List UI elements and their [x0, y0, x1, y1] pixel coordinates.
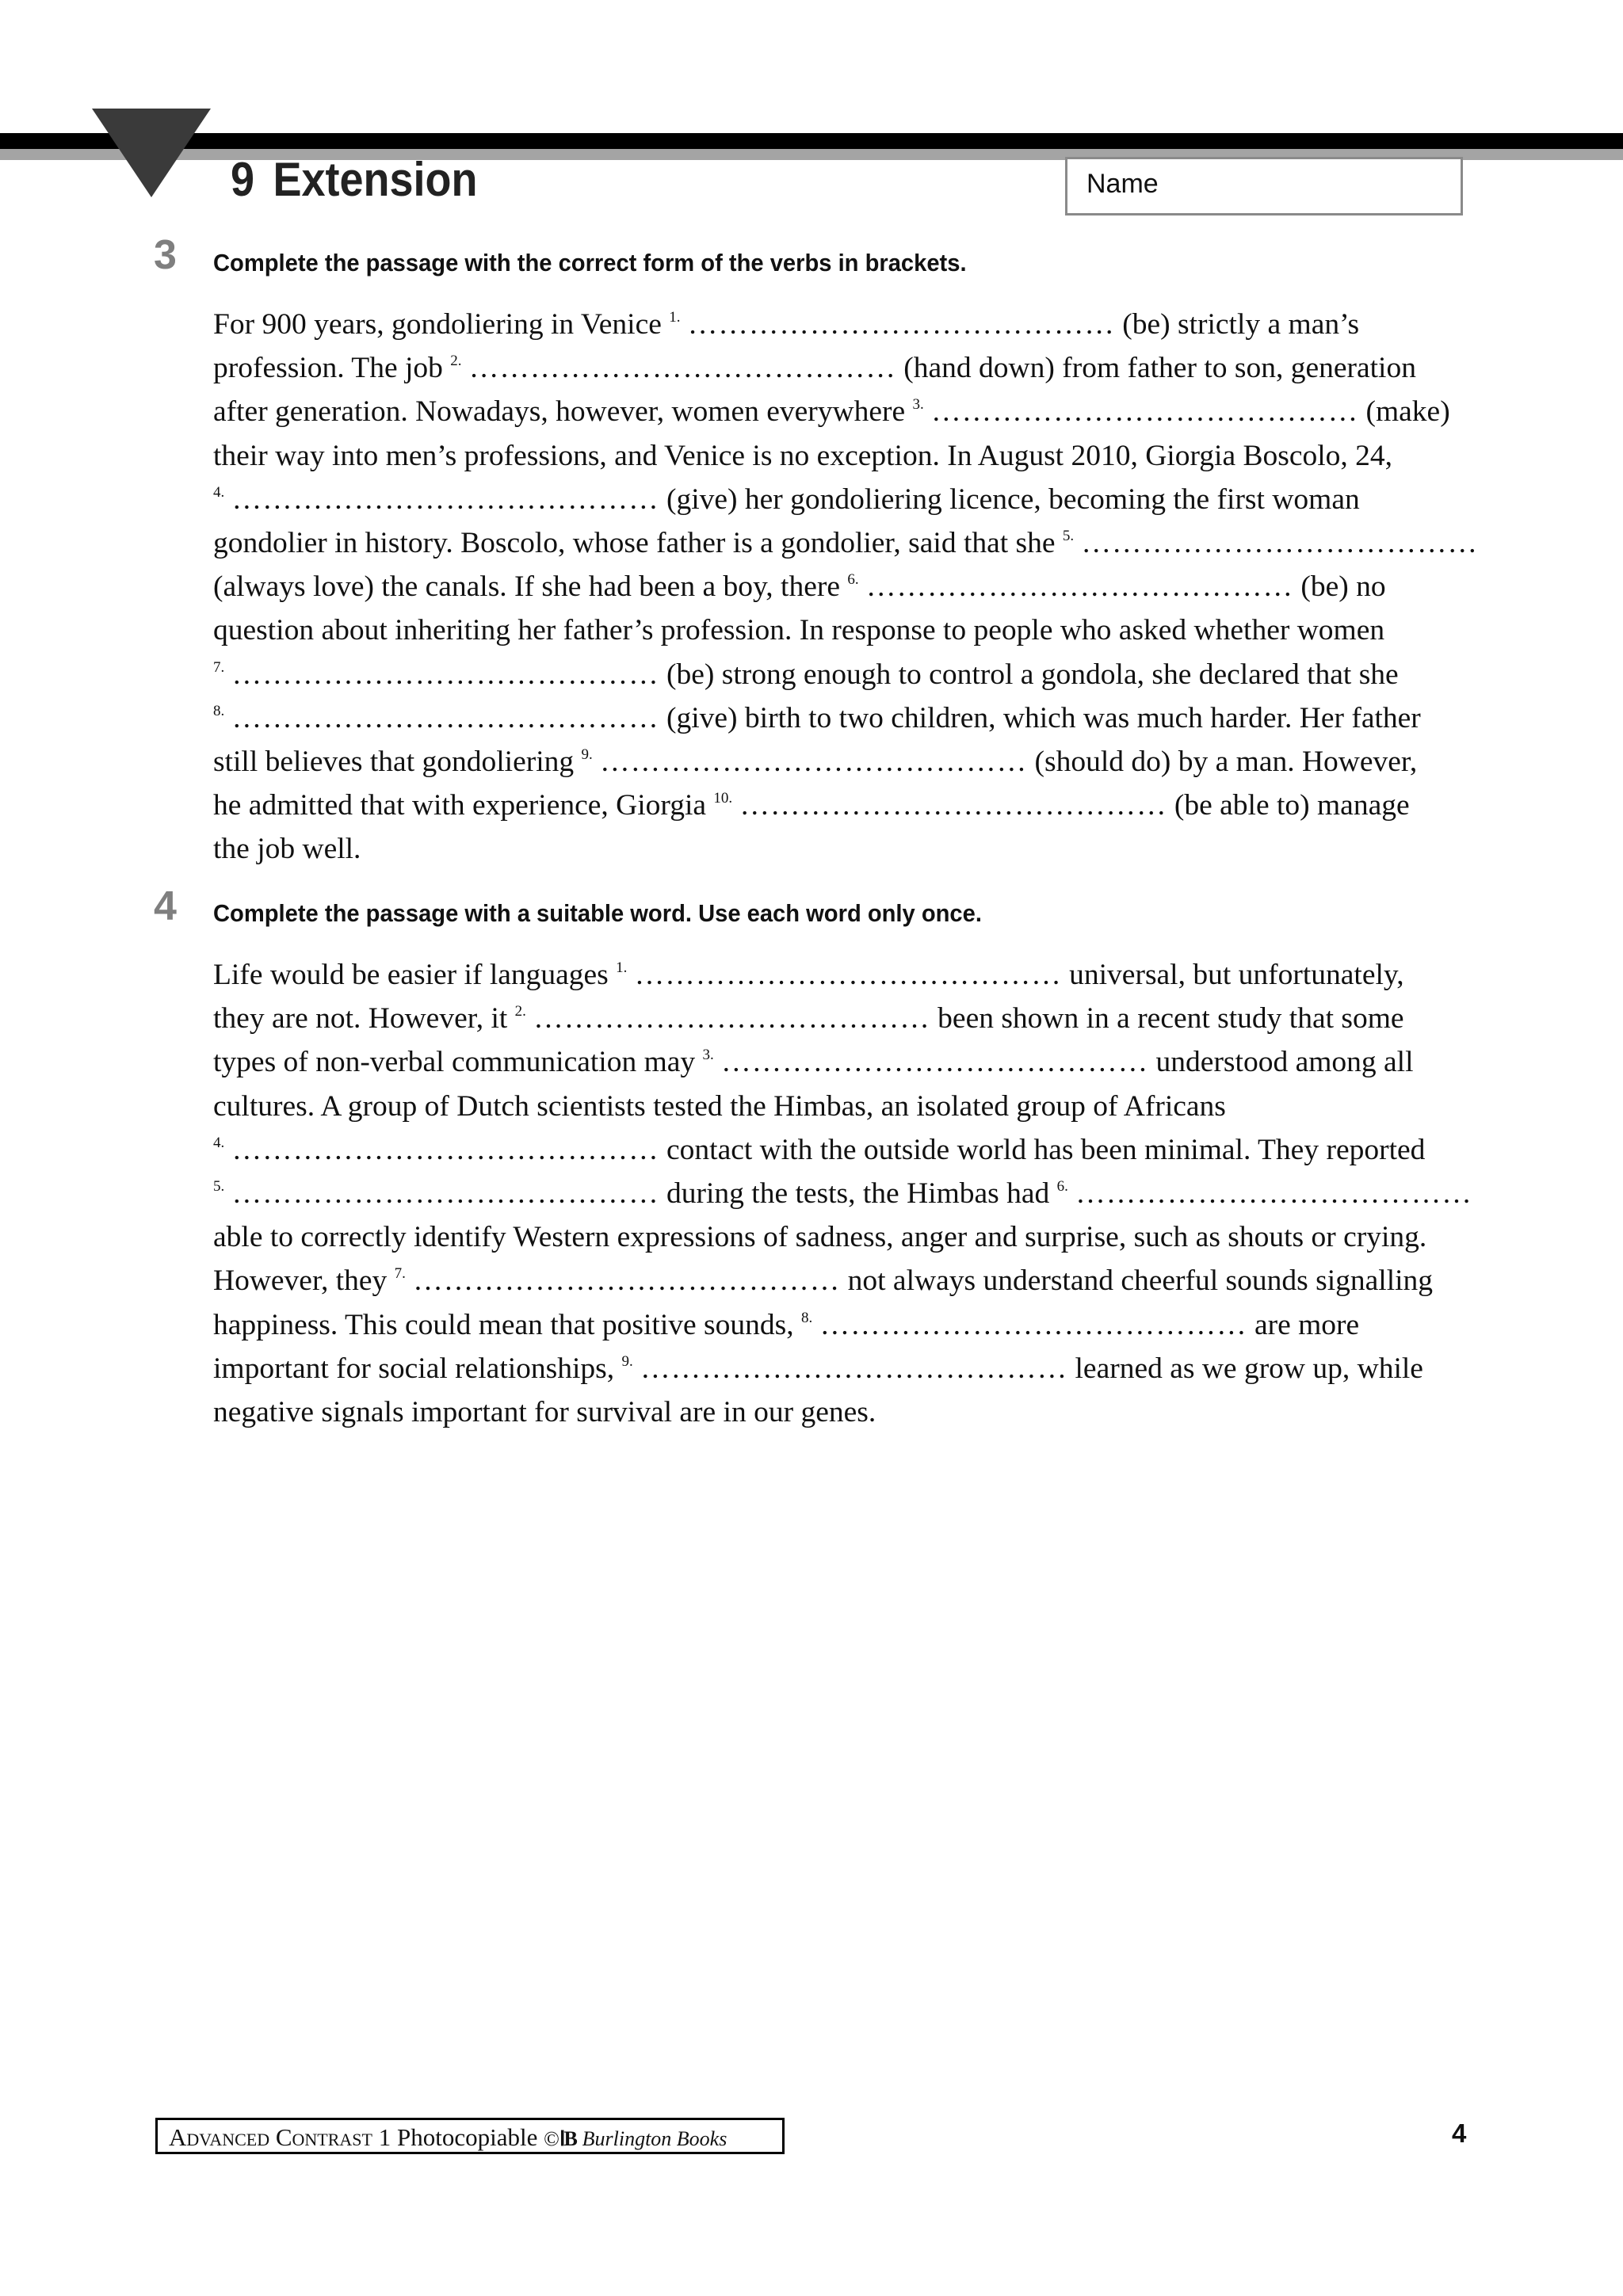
passage-line [213, 953, 1489, 997]
passage-line [213, 1347, 1489, 1390]
gap-number: 5. [213, 1177, 225, 1195]
passage-line [213, 1303, 1489, 1347]
triangle-marker-icon [92, 109, 211, 197]
passage-text: during the tests, the Himbas had [659, 1177, 1057, 1210]
passage-text [1068, 1177, 1075, 1210]
passage-line [213, 740, 1489, 784]
passage-line [213, 997, 1489, 1040]
passage-line [213, 565, 1489, 608]
footer-credit [155, 2118, 785, 2154]
passage-text [1074, 527, 1081, 559]
passage-text: (be able to) manage [1167, 789, 1410, 822]
passage-text [627, 959, 634, 991]
gap-number: 1. [616, 959, 628, 976]
passage-text: the job well. [213, 833, 361, 866]
answer-blank[interactable]: …………………………………… [231, 1133, 659, 1166]
header-rule [0, 133, 1623, 149]
passage-text: (hand down) from father to son, generation [896, 352, 1416, 385]
unit-title [231, 152, 477, 207]
passage-line [213, 1128, 1489, 1172]
passage-text: been shown in a recent study that some [930, 1002, 1404, 1035]
gap-number: 3. [702, 1047, 714, 1064]
passage-text: after generation. Nowadays, however, women everywhere [213, 395, 913, 429]
passage-text: he admitted that with experience, Giorgia [213, 789, 714, 822]
gap-number: 6. [847, 570, 859, 588]
passage-text [224, 1134, 231, 1166]
exercise-4-number: 4 [154, 883, 177, 929]
gap-number: 9. [581, 746, 593, 763]
passage-text [633, 1352, 640, 1385]
passage-text [714, 1046, 721, 1078]
passage-text: universal, but unfortunately, [1061, 959, 1404, 991]
passage-text: understood among all [1148, 1046, 1414, 1079]
gap-number: 9. [621, 1352, 633, 1370]
answer-blank[interactable]: …………………………………… [865, 570, 1293, 604]
passage-text: able to correctly identify Western expressions of sadness, anger and surprise, such as shouts or crying. [213, 1221, 1427, 1254]
passage-text [732, 789, 739, 822]
answer-blank[interactable]: …………………………………… [231, 1177, 659, 1210]
passage-line [213, 303, 1489, 346]
passage-text: However, they [213, 1264, 395, 1298]
passage-text: not always understand cheerful sounds signalling [840, 1264, 1434, 1298]
passage-line [213, 696, 1489, 740]
page-number: 4 [1452, 2119, 1467, 2148]
exercise-3-number: 3 [154, 232, 177, 278]
gap-number: 8. [213, 702, 225, 719]
gap-number: 5. [1062, 527, 1075, 544]
series-title: Advanced Contrast 1 [169, 2123, 391, 2151]
answer-blank[interactable]: …………………………………… [640, 1352, 1068, 1385]
passage-text: types of non-verbal communication may [213, 1046, 703, 1079]
gap-number: 7. [394, 1265, 406, 1283]
gap-number: 2. [450, 353, 462, 369]
passage-text: (always love) the canals. If she had been a boy, there [213, 570, 848, 604]
passage-line [213, 608, 1489, 652]
passage-line [213, 478, 1489, 521]
passage-line [213, 653, 1489, 696]
gap-number: 3. [912, 396, 924, 414]
passage-text: (give) her gondoliering licence, becoming the first woman [659, 482, 1360, 516]
passage-text: they are not. However, it [213, 1002, 515, 1035]
gap-number: 7. [213, 658, 225, 676]
answer-blank[interactable]: …………………………………… [231, 658, 659, 691]
passage-text [526, 1002, 533, 1035]
answer-blank[interactable]: …………………………………… [687, 308, 1115, 341]
passage-line [213, 434, 1489, 478]
passage-text: contact with the outside world has been minimal. They reported [659, 1133, 1426, 1166]
answer-blank[interactable]: …………………………………… [739, 789, 1167, 822]
copyright-symbol: © [544, 2127, 559, 2150]
passage-text: (be) strong enough to control a gondola, she declared that she [659, 658, 1399, 691]
passage-text [224, 1177, 231, 1210]
passage-text: (make) [1358, 395, 1450, 429]
unit-number: 9 [231, 153, 255, 206]
passage-line [213, 346, 1489, 390]
passage-text [681, 308, 688, 341]
passage-text: important for social relationships, [213, 1352, 622, 1385]
passage-text: still believes that gondoliering [213, 745, 582, 778]
answer-blank[interactable]: …………………………………… [721, 1046, 1149, 1079]
answer-blank[interactable]: …………………………………… [231, 482, 659, 516]
passage-text: cultures. A group of Dutch scientists tested the Himbas, an isolated group of Africans [213, 1089, 1226, 1123]
answer-blank[interactable]: …………………………………… [819, 1308, 1247, 1341]
passage-text [593, 746, 600, 778]
publisher-name: Burlington Books [582, 2127, 727, 2150]
name-field[interactable] [1065, 157, 1463, 215]
passage-text: Life would be easier if languages [213, 959, 617, 991]
passage-line [213, 390, 1489, 433]
exercise-4-instruction: Complete the passage with a suitable word. Use each word only once. [213, 899, 982, 927]
answer-blank[interactable]: ………………………………… [1081, 526, 1479, 559]
passage-text: (be) no [1293, 570, 1386, 604]
gap-number: 2. [514, 1003, 526, 1020]
answer-blank[interactable]: ………………………………… [533, 1002, 930, 1035]
passage-text: gondolier in history. Boscolo, whose father is a gondolier, said that she [213, 526, 1063, 559]
passage-text: negative signals important for survival are in our genes. [213, 1395, 876, 1428]
gap-number: 4. [213, 483, 225, 501]
exercise-3-passage [213, 303, 1489, 871]
answer-blank[interactable]: …………………………………… [413, 1264, 841, 1298]
passage-text: (give) birth to two children, which was much harder. Her father [659, 701, 1421, 734]
exercise-3-instruction: Complete the passage with the correct form of the verbs in brackets. [213, 249, 967, 277]
passage-text: profession. The job [213, 352, 451, 385]
exercise-4-passage [213, 953, 1489, 1434]
passage-text [924, 395, 931, 428]
passage-line [213, 784, 1489, 827]
passage-line [213, 521, 1489, 565]
passage-text [224, 702, 231, 734]
passage-text [224, 483, 231, 516]
answer-blank[interactable]: …………………………………… [468, 352, 896, 385]
passage-line [213, 1040, 1489, 1084]
gap-number: 10. [713, 789, 733, 807]
gap-number: 1. [669, 308, 681, 326]
passage-text: are more [1247, 1308, 1360, 1341]
passage-text [224, 658, 231, 691]
gap-number: 6. [1056, 1177, 1068, 1195]
passage-text: their way into men’s professions, and Venice is no exception. In August 2010, Giorgia Boscolo, 24, [213, 439, 1393, 472]
name-label: Name [1086, 169, 1159, 199]
passage-text: learned as we grow up, while [1067, 1352, 1423, 1385]
passage-line [213, 827, 1489, 871]
answer-blank[interactable]: …………………………………… [600, 745, 1028, 778]
burlington-logo-icon: ⅠB [559, 2127, 576, 2150]
passage-line [213, 1259, 1489, 1302]
passage-text: happiness. This could mean that positive sounds, [213, 1308, 801, 1341]
passage-text [812, 1309, 819, 1341]
gap-number: 8. [800, 1309, 813, 1326]
answer-blank[interactable]: …………………………………… [634, 959, 1062, 991]
answer-blank[interactable]: ………………………………… [1075, 1177, 1472, 1210]
passage-text: (should do) by a man. However, [1027, 745, 1418, 778]
passage-line [213, 1085, 1489, 1128]
passage-text: For 900 years, gondoliering in Venice [213, 308, 670, 341]
photocopiable-label: Photocopiable [396, 2123, 538, 2151]
unit-title-text: Extension [273, 153, 478, 206]
gap-number: 4. [213, 1134, 225, 1151]
passage-text [462, 352, 469, 384]
passage-line [213, 1215, 1489, 1259]
passage-line [213, 1390, 1489, 1434]
answer-blank[interactable]: …………………………………… [231, 701, 659, 734]
passage-text: (be) strictly a man’s [1114, 308, 1360, 341]
passage-line [213, 1172, 1489, 1215]
passage-text [859, 570, 866, 603]
passage-text [406, 1264, 413, 1297]
passage-text: question about inheriting her father’s profession. In response to people who asked whether women [213, 614, 1385, 647]
answer-blank[interactable]: …………………………………… [931, 395, 1359, 429]
